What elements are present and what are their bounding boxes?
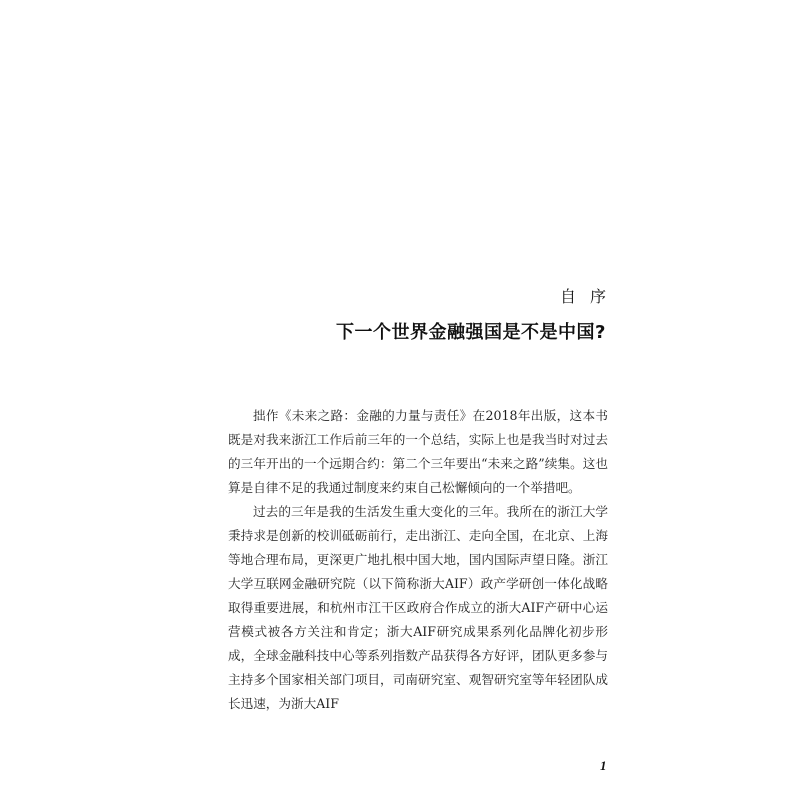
paragraph-1: 拙作《未来之路：金融的力量与责任》在2018年出版，这本书既是对我来浙江工作后前三年的一个总结，实际上也是我当时对过去的三年开出的一个远期合约：第二个三年要出“未来之路”续集。这也算是自律不足的我通过制度来约束自己松懈倾向的一个举措吧。 [228,408,608,495]
chapter-title: 下一个世界金融强国是不是中国? [336,322,606,343]
paragraph-2: 过去的三年是我的生活发生重大变化的三年。我所在的浙江大学秉持求是创新的校训砥砺前行，走出浙江、走向全国，在北京、上海等地合理布局，更深更广地扎根中国大地，国内国际声望日隆。浙江大学互联网金融研究院（以下简称浙大AIF）政产学研创一体化战略取得重要进展，和杭州市江干区政府合作成立的浙大AIF产研中心运营模式被各方关注和肯定；浙大AIF研究成果系列化品牌化初步形成，全球金融科技中心等系列指数产品获得各方好评，团队更多参与主持多个国家相关部门项目，司南研究室、观智研究室等年轻团队成长迅速，为浙大AIF [228,504,608,711]
body-text [228,404,608,716]
page-number: 1 [600,758,607,773]
section-label: 自序 [559,287,620,306]
